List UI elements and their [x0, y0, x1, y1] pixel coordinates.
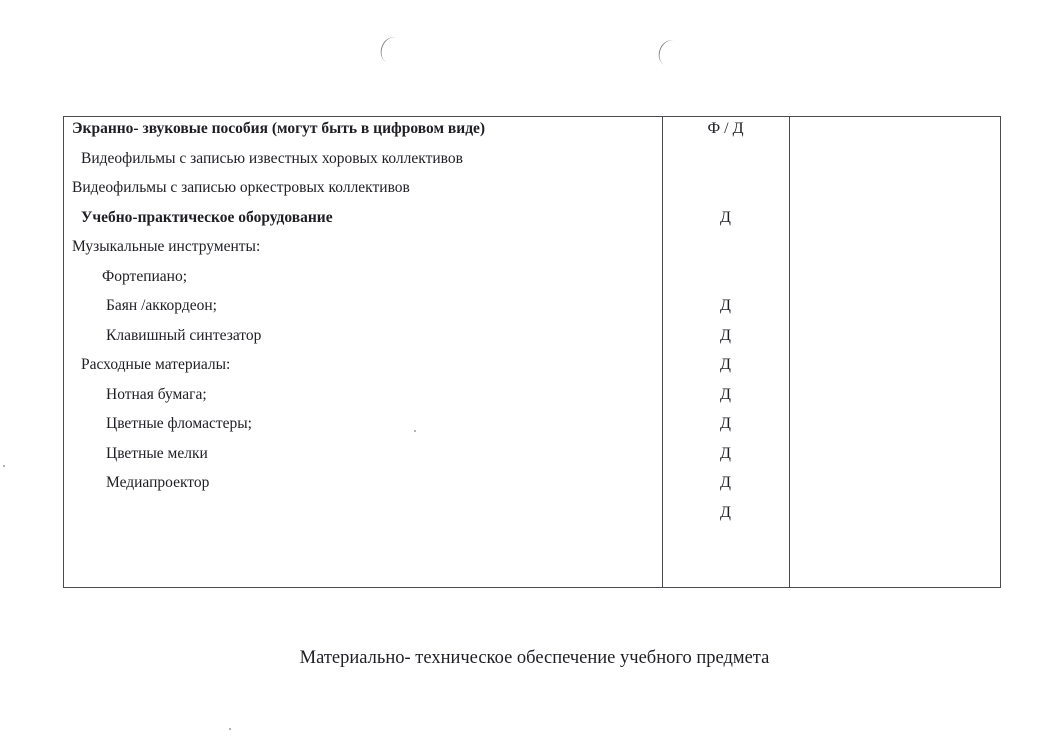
table-row [64, 473, 1000, 502]
row-code: Д [720, 503, 731, 521]
punch-hole-mark [655, 37, 684, 69]
row-label: Музыкальные инструменты: [72, 238, 261, 255]
row-code: Д [720, 444, 731, 462]
table-row [64, 178, 1000, 207]
table-row [64, 385, 1000, 414]
table-row [64, 414, 1000, 443]
row-label: Клавишный синтезатор [106, 326, 262, 344]
scan-speck [3, 465, 5, 467]
table-row [64, 503, 1000, 532]
table-row [64, 149, 1000, 178]
row-code: Д [720, 208, 731, 226]
row-label: Экранно- звуковые пособия (могут быть в цифровом виде) [72, 120, 486, 137]
row-code: Д [720, 326, 731, 344]
row-label: Баян /аккордеон; [106, 297, 217, 314]
row-code: Д [720, 297, 731, 314]
row-code: Ф / Д [707, 120, 744, 137]
scan-speck [414, 430, 416, 432]
scan-speck [229, 728, 231, 730]
row-label: Расходные материалы: [81, 356, 231, 373]
row-label: Цветные мелки [106, 444, 208, 462]
table-row [64, 355, 1000, 384]
table-row [64, 267, 1000, 296]
row-label: Фортепиано; [102, 267, 188, 285]
equipment-table [63, 116, 1001, 588]
row-label: Нотная бумага; [106, 385, 207, 403]
row-label: Видеофильмы с записью известных хоровых коллективов [81, 149, 463, 167]
table-row [64, 444, 1000, 473]
punch-hole-mark [377, 34, 406, 66]
table-row [64, 208, 1000, 237]
row-code: Д [720, 415, 731, 432]
row-label: Учебно-практическое оборудование [81, 208, 333, 226]
row-code: Д [720, 474, 731, 491]
table-row [64, 296, 1000, 325]
table-row [64, 119, 1000, 148]
row-code: Д [720, 385, 731, 403]
table-row [64, 326, 1000, 355]
row-label: Медиапроектор [106, 474, 210, 491]
page-title: Материально- техническое обеспечение учебного предмета [299, 648, 770, 668]
row-label: Видеофильмы с записью оркестровых коллективов [72, 179, 410, 196]
row-code: Д [720, 356, 731, 373]
table-row [64, 237, 1000, 266]
row-label: Цветные фломастеры; [106, 415, 252, 432]
